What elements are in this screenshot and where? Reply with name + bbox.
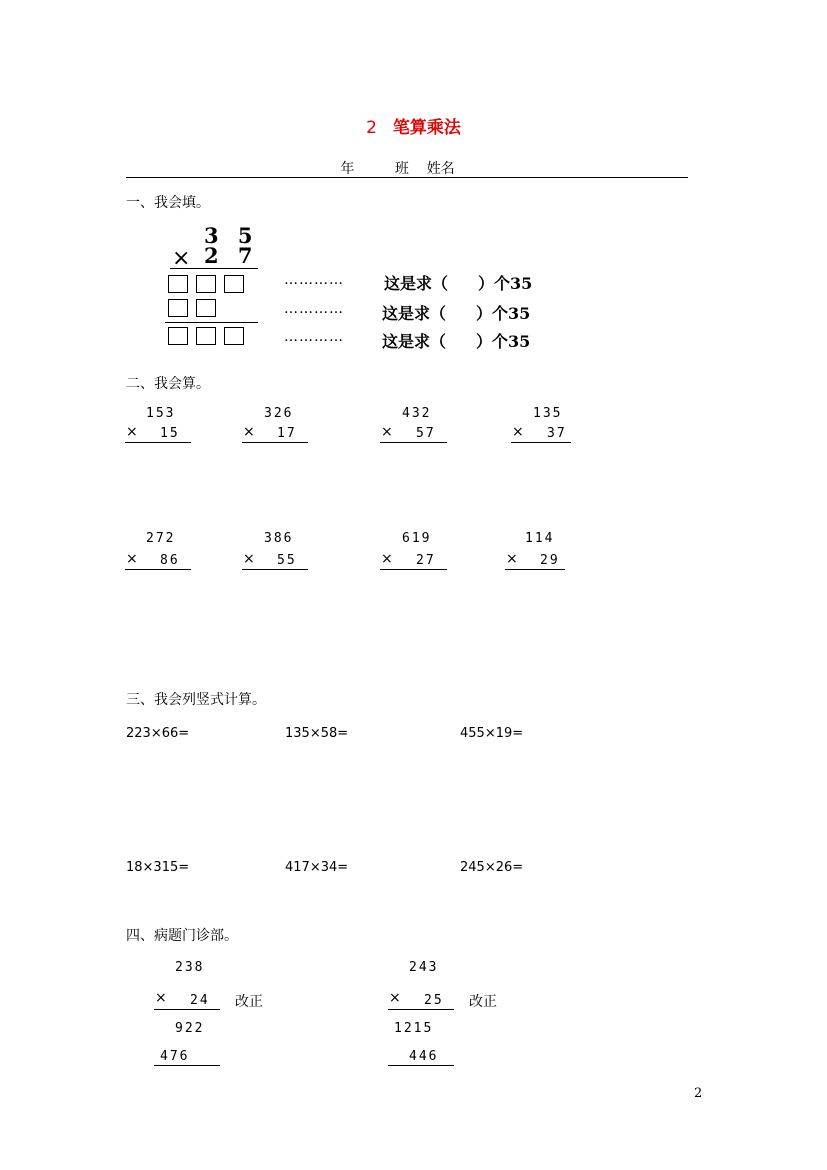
- problem-rule: [380, 442, 447, 443]
- problem-rule: [242, 442, 308, 443]
- multiplicand: 3 5: [204, 223, 259, 248]
- class-label: 班: [394, 161, 409, 177]
- times-sign: ×: [506, 551, 518, 567]
- answer-box[interactable]: [196, 275, 216, 293]
- title-number: 2: [366, 118, 377, 138]
- times-sign: ×: [172, 246, 191, 271]
- case-rule: [388, 1009, 454, 1010]
- case-multiplicand: 243: [409, 960, 439, 975]
- leader-dots: …………: [284, 272, 344, 288]
- case-multiplicand: 238: [175, 960, 205, 975]
- problem-multiplicand: 432: [402, 406, 432, 421]
- section1-heading: 一、我会填。: [126, 195, 210, 211]
- partial-product: 1215: [394, 1021, 434, 1036]
- answer-box[interactable]: [168, 275, 188, 293]
- fix-label: 改正: [469, 994, 497, 1010]
- expression: 455×19=: [460, 726, 524, 741]
- leader-dots: …………: [284, 301, 344, 317]
- problem-multiplicand: 619: [402, 531, 432, 546]
- product-rule-2: [165, 322, 258, 323]
- expression: 135×58=: [285, 726, 349, 741]
- times-sign: ×: [512, 424, 524, 440]
- problem-multiplier: 57: [416, 426, 436, 441]
- case-rule: [154, 1065, 220, 1066]
- case-multiplier: 24: [190, 993, 210, 1008]
- answer-box[interactable]: [168, 299, 188, 317]
- title-text: 笔算乘法: [392, 118, 461, 138]
- problem-multiplicand: 135: [533, 406, 563, 421]
- answer-box[interactable]: [196, 327, 216, 345]
- problem-multiplicand: 386: [264, 531, 294, 546]
- section2-heading: 二、我会算。: [126, 376, 210, 392]
- problem-multiplier: 17: [277, 426, 297, 441]
- fill-question: 这是求（ ）个35: [382, 304, 531, 323]
- fill-question: 这是求（ ）个35: [384, 274, 533, 293]
- expression: 18×315=: [126, 860, 190, 875]
- answer-box[interactable]: [168, 327, 188, 345]
- expression: 223×66=: [126, 726, 190, 741]
- problem-rule: [125, 569, 191, 570]
- answer-box[interactable]: [224, 327, 244, 345]
- name-label: 姓名: [426, 161, 455, 177]
- problem-multiplier: 37: [547, 426, 567, 441]
- problem-multiplicand: 272: [146, 531, 176, 546]
- year-label: 年: [340, 161, 355, 177]
- times-sign: ×: [126, 424, 138, 440]
- problem-multiplier: 15: [160, 426, 180, 441]
- problem-rule: [242, 569, 308, 570]
- problem-multiplier: 86: [160, 553, 180, 568]
- page-number: 2: [694, 1086, 703, 1101]
- case-multiplier: 25: [424, 993, 444, 1008]
- answer-box[interactable]: [224, 275, 244, 293]
- problem-rule: [511, 442, 571, 443]
- section4-heading: 四、病题门诊部。: [126, 928, 238, 944]
- fix-label: 改正: [235, 994, 263, 1010]
- fill-question: 这是求（ ）个35: [382, 332, 531, 351]
- answer-box[interactable]: [196, 299, 216, 317]
- section3-heading: 三、我会列竖式计算。: [126, 692, 266, 708]
- times-sign: ×: [126, 551, 138, 567]
- problem-multiplicand: 153: [146, 406, 176, 421]
- problem-multiplier: 55: [277, 553, 297, 568]
- times-sign: ×: [389, 990, 401, 1006]
- product-rule-1: [170, 268, 258, 269]
- times-sign: ×: [243, 551, 255, 567]
- problem-rule: [125, 442, 191, 443]
- case-rule: [154, 1009, 220, 1010]
- expression: 245×26=: [460, 860, 524, 875]
- student-info: [300, 158, 527, 178]
- case-rule: [388, 1065, 454, 1066]
- problem-multiplicand: 326: [264, 406, 294, 421]
- times-sign: ×: [381, 424, 393, 440]
- times-sign: ×: [155, 990, 167, 1006]
- times-sign: ×: [381, 551, 393, 567]
- times-sign: ×: [243, 424, 255, 440]
- problem-multiplier: 29: [540, 553, 560, 568]
- problem-rule: [505, 569, 565, 570]
- expression: 417×34=: [285, 860, 349, 875]
- year-blank: [300, 177, 336, 178]
- leader-dots: …………: [284, 329, 344, 345]
- partial-product: 446: [409, 1049, 439, 1064]
- partial-product: 922: [175, 1021, 205, 1036]
- page-title: [0, 113, 827, 138]
- problem-multiplier: 27: [416, 553, 436, 568]
- partial-product: 476: [160, 1049, 190, 1064]
- name-blank: [455, 177, 527, 178]
- multiplier: 2 7: [204, 243, 259, 268]
- problem-rule: [380, 569, 447, 570]
- class-blank: [354, 177, 390, 178]
- problem-multiplicand: 114: [525, 531, 555, 546]
